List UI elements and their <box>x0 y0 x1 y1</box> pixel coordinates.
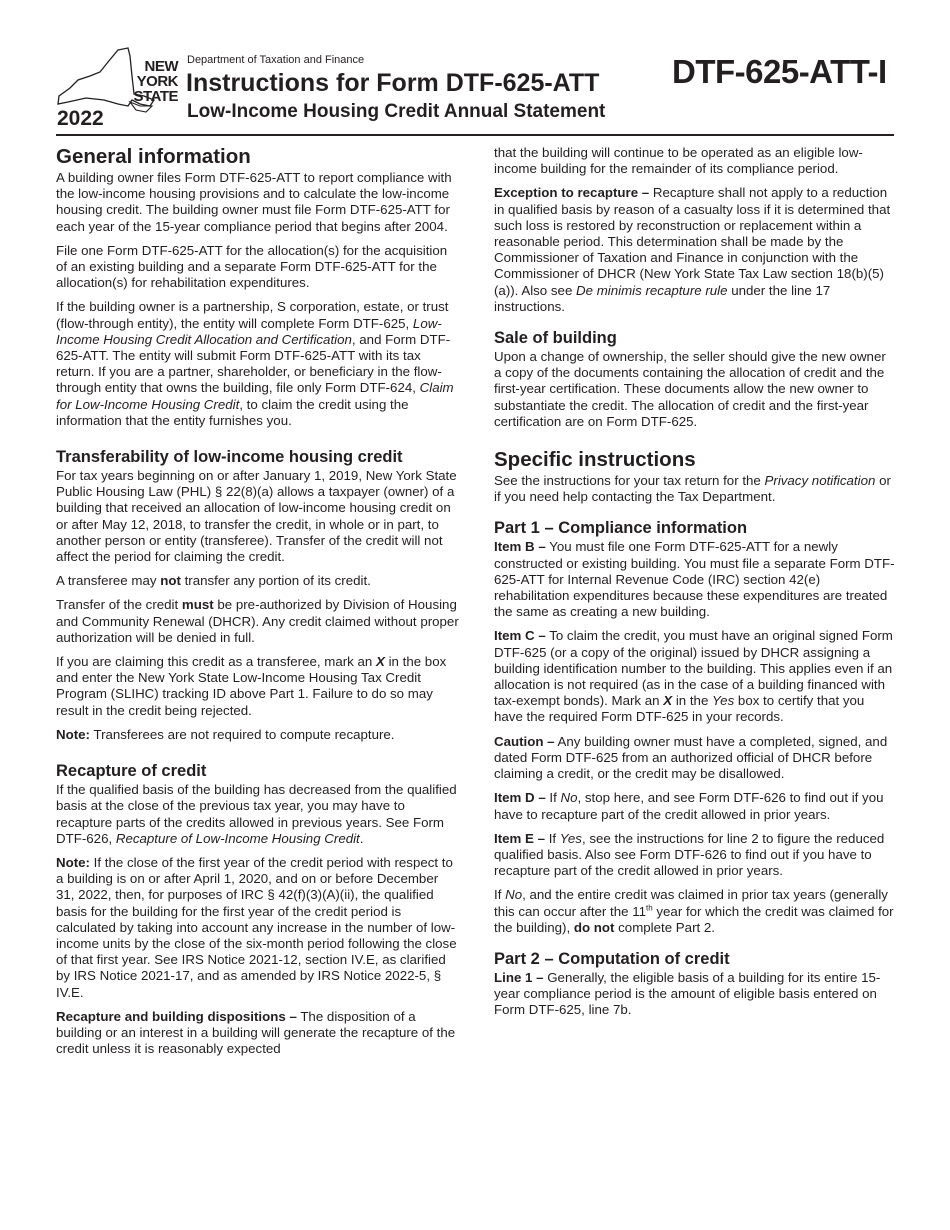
caution-paragraph <box>494 734 896 783</box>
text-span: You must file one Form DTF-625-ATT for a newly constructed or existing building. You must file a separate Form DTF-625-ATT for Internal Revenue Code (IRC) section 42(e) rehabilitation expenditures because these expenditures are treated the same as creating a new building. <box>494 539 895 620</box>
text-span: be pre-authorized by Division of Housing and Community Renewal (DHCR). Any credit claimed without proper authorization will be denied in full. <box>56 597 459 645</box>
transferability-paragraph-1: For tax years beginning on or after January 1, 2019, New York State Public Housing Law (PHL) § 22(8)(a) allows a taxpayer (owner) of a building that received an allocation of low-income housing credit on or after May 12, 2018, to transfer the credit, in whole or in part, to another person or entity (transferee). Transfer of the credit will not affect the period for claiming the credit. <box>56 468 457 565</box>
run-in-heading: Exception to recapture – <box>494 185 650 201</box>
text-span: box to certify that you have the required Form DTF-625 in your records. <box>494 693 865 725</box>
nys-line-new: NEW <box>144 58 178 75</box>
recapture-heading: Recapture of credit <box>56 762 207 781</box>
form-title-italic: Low-Income Housing Credit Allocation and Certification <box>56 315 442 347</box>
text-span: transfer any portion of its credit. <box>180 573 371 589</box>
item-label: Item B – <box>494 539 546 555</box>
form-title-italic: Claim for Low-Income Housing Credit <box>56 380 454 412</box>
text-span: , to claim the credit using the information that the entity furnishes you. <box>56 396 409 428</box>
note-label: Note: <box>56 854 90 870</box>
continued-paragraph: that the building will continue to be operated as an eligible low-income building for the remainder of its compliance period. <box>494 145 863 177</box>
text-span: Generally, the eligible basis of a building for its entire 15-year compliance period is the amount of eligible basis entered on Form DTF-625, line 7b. <box>494 969 881 1018</box>
text-span: . <box>359 830 364 846</box>
part2-heading: Part 2 – Computation of credit <box>494 949 730 968</box>
text-span: , stop here, and see Form DTF-626 to find out if you have to recapture part of the credit allowed in prior years. <box>494 790 884 822</box>
text-span: See the instructions for your tax return for the <box>494 473 765 489</box>
nys-line-state: STATE <box>133 88 178 105</box>
item-label: Item C – <box>494 628 546 644</box>
text-span: under the line 17 instructions. <box>494 282 831 314</box>
general-paragraph-1: A building owner files Form DTF-625-ATT to report compliance with the low-income housing provisions and to calculate the low-income housing credit. The building owner must file Form DTF-625-ATT for each year of the 15-year compliance period that begins after 2004. <box>56 170 452 234</box>
italic-yes: Yes <box>559 830 582 846</box>
specific-instructions-paragraph <box>494 473 896 505</box>
text-span: , and the entire credit was claimed in prior tax years (generally this can occur after the 11 <box>494 887 888 919</box>
form-title-italic: Recapture of Low-Income Housing Credit <box>115 830 360 846</box>
text-span: in the <box>672 693 713 709</box>
ordinal-superscript: th <box>646 903 653 913</box>
text-span: year for which the credit was claimed for the building), <box>494 903 894 935</box>
right-column <box>494 145 896 1027</box>
text-span: Transfer of the credit <box>56 597 182 613</box>
text-span: To claim the credit, you must have an original signed Form DTF-625 (or a copy of the original) issued by DHCR assigning a building identification number to the building. This applies even if an allocation is not required (as in the case of a building financed with tax-exempt bonds). Mark an <box>494 628 893 709</box>
left-column <box>56 145 460 1065</box>
italic-no: No <box>505 887 523 903</box>
nys-line-york: YORK <box>136 73 178 90</box>
sale-of-building-heading: Sale of building <box>494 329 617 348</box>
recapture-note <box>56 855 460 1001</box>
header-divider <box>56 134 894 136</box>
department-name: Department of Taxation and Finance <box>187 54 365 66</box>
text-span: If you are claiming this credit as a transferee, mark an <box>56 654 377 670</box>
part1-heading: Part 1 – Compliance information <box>494 519 748 538</box>
general-information-heading: General information <box>56 145 251 168</box>
item-c-paragraph <box>494 628 896 725</box>
emphasis-bold: not <box>160 573 181 589</box>
line-1-paragraph <box>494 970 896 1019</box>
general-paragraph-3 <box>56 299 460 429</box>
transferability-note <box>56 727 460 743</box>
mark-x: X <box>663 693 673 709</box>
if-no-paragraph <box>494 887 896 936</box>
rule-title-italic: De minimis recapture rule <box>576 282 728 298</box>
sale-of-building-paragraph: Upon a change of ownership, the seller should give the new owner a copy of the documents containing the allocation of credit and the first-year certification. These documents allow the new owner to substantiate the credit. The allocation of credit and the first-year certification are on Form DTF-625. <box>494 349 886 429</box>
item-b-paragraph <box>494 539 896 620</box>
text-span: If <box>545 830 560 846</box>
transferability-paragraph-2 <box>56 573 460 589</box>
page-subtitle: Low-Income Housing Credit Annual Statement <box>187 101 606 122</box>
item-e-paragraph <box>494 831 896 880</box>
line-label: Line 1 – <box>494 969 544 985</box>
text-span: The disposition of a building or an interest in a building will generate the recapture of the credit unless it is reasonably expected <box>56 1008 456 1057</box>
note-label: Note: <box>56 726 90 742</box>
item-label: Item E – <box>494 830 545 846</box>
nys-logo <box>56 46 181 131</box>
text-span: A transferee may <box>56 573 161 589</box>
text-span: If <box>545 790 561 806</box>
caution-label: Caution – <box>494 733 555 749</box>
text-span: , and Form DTF-625-ATT. The entity will submit Form DTF-625-ATT with its tax return. If you are a partner, shareholder, or beneficiary in the flow-through entity that owns the building, file only Form DTF-624, <box>56 331 451 396</box>
form-code: DTF-625-ATT-I <box>672 53 887 90</box>
emphasis-bold: must <box>181 597 214 613</box>
recapture-dispositions-paragraph <box>56 1009 460 1058</box>
page-title: Instructions for Form DTF-625-ATT <box>186 69 600 97</box>
general-paragraph-2: File one Form DTF-625-ATT for the allocation(s) for the acquisition of an existing building and a separate Form DTF-625-ATT for the allocation(s) for rehabilitation expenditures. <box>56 242 448 291</box>
run-in-heading: Recapture and building dispositions – <box>56 1008 297 1024</box>
tax-year: 2022 <box>57 107 104 130</box>
transferability-paragraph-4 <box>56 654 460 719</box>
text-span: or if you need help contacting the Tax Department. <box>494 473 891 505</box>
item-label: Item D – <box>494 790 546 806</box>
transferability-paragraph-3 <box>56 597 460 646</box>
text-span: Any building owner must have a completed, signed, and dated Form DTF-625 from an authorized official of DHCR before claiming a credit, or the credit may be disallowed. <box>494 733 888 782</box>
recapture-paragraph-1 <box>56 782 460 847</box>
italic-no: No <box>560 790 578 806</box>
nys-wordmark <box>123 59 178 104</box>
text-span: Recapture shall not apply to a reduction in qualified basis by reason of a casualty loss if it is determined that such loss is restored by reconstruction or replacement within a reasonable period. This determination shall be made by the Commissioner of Taxation and Finance in conjunction with the Commissioner of DHCR (New York State Tax Law section 18(b)(5)(a)). Also see <box>494 185 891 298</box>
text-span: If the building owner is a partnership, S corporation, estate, or trust (flow-through entity), the entity will complete Form DTF-625, <box>56 299 449 331</box>
text-span: If the close of the first year of the credit period with respect to a building is on or after April 1, 2020, and on or before December 31, 2022, then, for purposes of IRC § 42(f)(3)(A)(ii), the qualified basis for the building for the first year of the credit period is calculated by taking into account any increase in the number of low-income units by the close of the six-month period following the close of that first year. See IRS Notice 2021-12, section IV.E, as clarified by IRS Notice 2021-17, and as amended by IRS Notice 2022-5, § IV.E. <box>56 854 457 1000</box>
exception-to-recapture-paragraph <box>494 185 896 315</box>
specific-instructions-heading: Specific instructions <box>494 448 696 472</box>
text-span: If <box>494 887 506 903</box>
italic-phrase: Privacy notification <box>764 473 876 489</box>
text-span: in the box and enter the New York State Low-Income Housing Tax Credit Program (SLIHC) tracking ID above Part 1. Failure to do so may result in the credit being rejected. <box>56 654 447 718</box>
text-span: If the qualified basis of the building has decreased from the qualified basis at the close of the previous tax year, you may have to recapture parts of the credits allowed in previous years. See Form DTF-626, <box>56 782 457 846</box>
page-header <box>0 0 950 140</box>
item-d-paragraph <box>494 790 896 822</box>
text-span: complete Part 2. <box>614 919 715 935</box>
text-span: Transferees are not required to compute recapture. <box>89 726 395 742</box>
mark-x: X <box>376 654 385 670</box>
text-span: , see the instructions for line 2 to figure the reduced qualified basis. Also see Form DTF-626 to find out if you have to recapture part of the credit allowed in prior years. <box>494 830 885 879</box>
italic-yes: Yes <box>712 693 735 709</box>
transferability-heading: Transferability of low-income housing credit <box>56 448 403 467</box>
emphasis-bold: do not <box>573 919 615 935</box>
